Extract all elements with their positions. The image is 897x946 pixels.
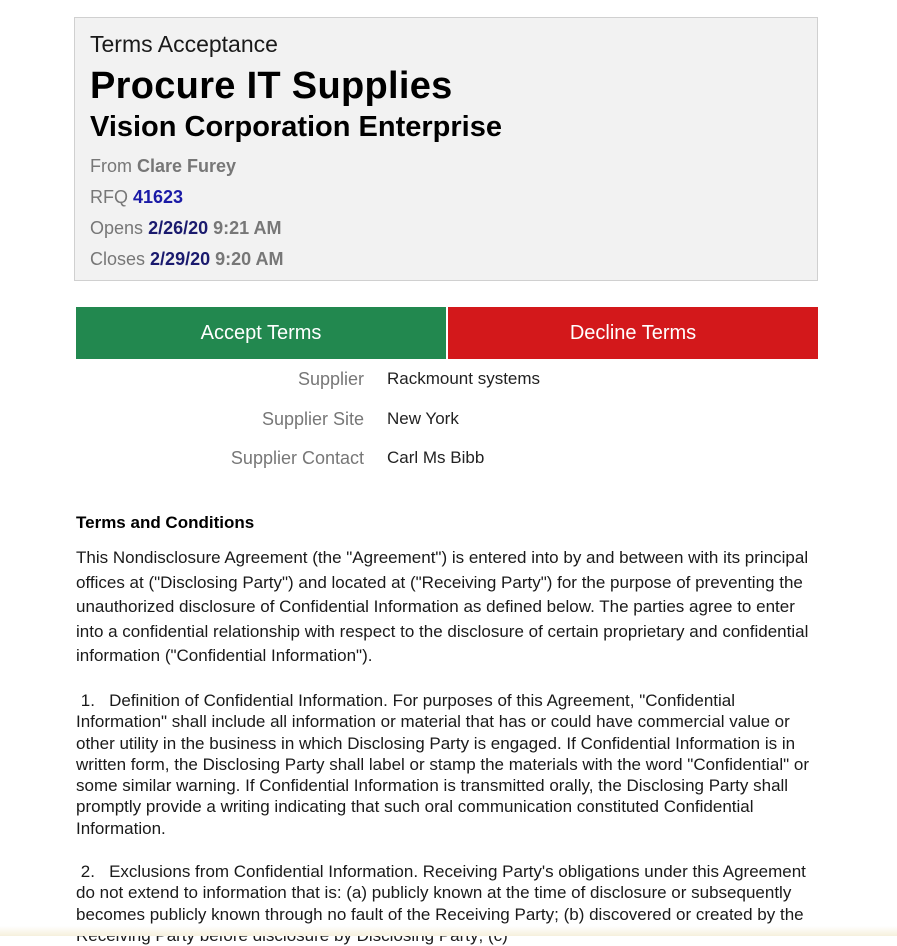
closes-time: 9:20 AM — [215, 249, 284, 269]
viewport-bottom-edge — [0, 926, 897, 936]
closes-label: Closes — [90, 249, 146, 269]
terms-heading: Terms and Conditions — [76, 513, 255, 532]
from-row — [90, 156, 236, 177]
page-eyebrow: Terms Acceptance — [90, 31, 278, 57]
opens-row — [90, 218, 282, 239]
supplier-value: Rackmount systems — [387, 369, 541, 388]
terms-clause-2: 2. Exclusions from Confidential Information. Receiving Party's obligations under this Agreement do not extend to information that is: (a) publicly known at the time of disclosure or subsequently becomes publicly known through no fault of the Receiving Party; (b) discovered or created by the — [76, 862, 806, 924]
event-title: Procure IT Supplies — [90, 65, 453, 107]
rfq-row — [90, 187, 183, 208]
rfq-number: 41623 — [133, 187, 184, 207]
supplier-label: Supplier — [297, 369, 364, 389]
supplier-contact-label: Supplier Contact — [230, 448, 364, 468]
buyer-organization: Vision Corporation Enterprise — [90, 111, 502, 143]
terms-intro-paragraph: This Nondisclosure Agreement (the "Agreement") is entered into by and between with its principal offices at ("Disclosing Party") and located at ("Receiving Party") for the purpose of preventing the unauthorized disclosure of Confidential Information as defined below. The parties agree to enter into a confidential relationship with respect to the disclosure of certain proprietary and confidential information ("Confidential Information"). — [76, 548, 809, 665]
decline-terms-button[interactable]: Decline Terms — [448, 307, 818, 359]
terms-clause-1: 1. Definition of Confidential Information. For purposes of this Agreement, "Confidential Information" shall include all information or material that has or could have commercial value or other utility in the business in which Disclosing Party is engaged. If Confidential Information is in written form, the Disclosing Party shall label or stamp the materials with the word "Confidential" or some similar warning. If Confidential Information is transmitted orally, the Disclosing Party shall promptly provide a writing indicating that such oral communication constituted Confidential Information. — [76, 691, 814, 838]
opens-label: Opens — [90, 218, 144, 238]
accept-terms-button[interactable]: Accept Terms — [76, 307, 446, 359]
supplier-site-label: Supplier Site — [261, 409, 364, 429]
opens-time: 9:21 AM — [213, 218, 282, 238]
rfq-label: RFQ — [90, 187, 128, 207]
from-name: Clare Furey — [137, 156, 237, 176]
event-header-card — [74, 17, 818, 281]
opens-date: 2/26/20 — [148, 218, 209, 238]
from-label: From — [90, 156, 132, 176]
closes-row — [90, 249, 283, 270]
supplier-site-value: New York — [387, 409, 459, 428]
supplier-contact-value: Carl Ms Bibb — [387, 448, 485, 467]
closes-date: 2/29/20 — [150, 249, 211, 269]
